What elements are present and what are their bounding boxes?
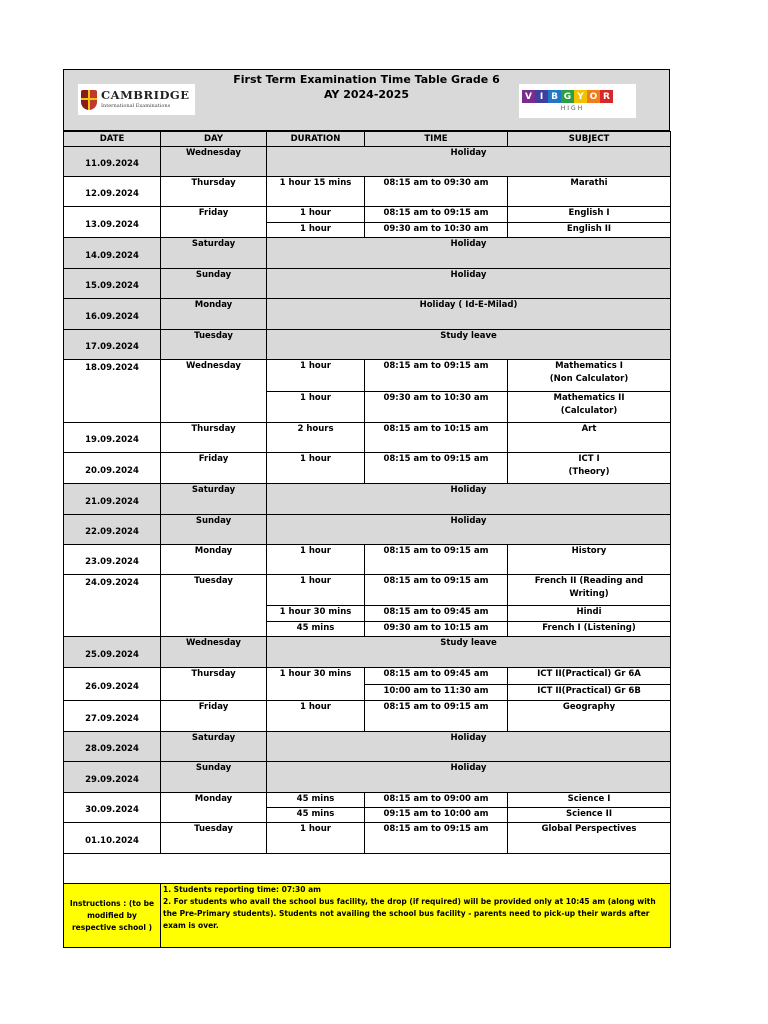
time-cell: 10:00 am to 11:30 am: [365, 685, 508, 701]
column-header: SUBJECT: [508, 132, 671, 147]
subject-cell: [508, 575, 671, 606]
vibgyor-subtitle: HIGH: [560, 105, 585, 112]
day-cell: Saturday: [161, 484, 267, 515]
day-cell: Thursday: [161, 668, 267, 701]
duration-cell: 1 hour 15 mins: [267, 177, 365, 207]
table-row: [64, 637, 671, 668]
instruction-line: 1. Students reporting time: 07:30 am: [163, 885, 321, 894]
day-cell: Friday: [161, 207, 267, 238]
day-cell: Thursday: [161, 423, 267, 453]
date-cell: 16.09.2024: [64, 299, 161, 330]
time-cell: 08:15 am to 09:45 am: [365, 606, 508, 622]
cell-line: (Calculator): [560, 406, 618, 416]
subject-cell: French I (Listening): [508, 622, 671, 637]
timetable: [63, 131, 671, 948]
day-cell: Tuesday: [161, 575, 267, 637]
date-cell: 27.09.2024: [64, 701, 161, 732]
day-cell: Monday: [161, 793, 267, 823]
note-cell: Holiday: [267, 484, 671, 515]
column-header: DATE: [64, 132, 161, 147]
day-cell: Monday: [161, 545, 267, 575]
subject-cell: Geography: [508, 701, 671, 732]
day-cell: Sunday: [161, 515, 267, 545]
table-row: [64, 299, 671, 330]
day-cell: Sunday: [161, 269, 267, 299]
note-cell: Holiday: [267, 269, 671, 299]
time-cell: 08:15 am to 09:15 am: [365, 701, 508, 732]
vibgyor-letter: Y: [574, 90, 587, 103]
date-cell: 21.09.2024: [64, 484, 161, 515]
time-cell: 08:15 am to 10:15 am: [365, 423, 508, 453]
subject-cell: Art: [508, 423, 671, 453]
column-header: DAY: [161, 132, 267, 147]
time-cell: 08:15 am to 09:15 am: [365, 360, 508, 392]
time-cell: 08:15 am to 09:30 am: [365, 177, 508, 207]
day-cell: Tuesday: [161, 330, 267, 360]
table-row: [64, 269, 671, 299]
time-cell: 08:15 am to 09:15 am: [365, 545, 508, 575]
table-row: [64, 732, 671, 762]
duration-cell: 1 hour 30 mins: [267, 668, 365, 701]
date-cell: 22.09.2024: [64, 515, 161, 545]
column-header: DURATION: [267, 132, 365, 147]
duration-cell: 1 hour: [267, 223, 365, 238]
time-cell: 08:15 am to 09:15 am: [365, 207, 508, 223]
day-cell: Monday: [161, 299, 267, 330]
instructions-text: [161, 884, 671, 948]
subject-cell: Science II: [508, 808, 671, 823]
day-cell: Tuesday: [161, 823, 267, 854]
table-row: [64, 177, 671, 207]
date-cell: 25.09.2024: [64, 637, 161, 668]
blank-cell: [64, 854, 671, 884]
note-cell: Holiday ( Id-E-Milad): [267, 299, 671, 330]
header-band: [63, 69, 670, 131]
date-cell: 01.10.2024: [64, 823, 161, 854]
note-cell: Holiday: [267, 238, 671, 269]
instructions-row: [64, 884, 671, 948]
day-cell: Wednesday: [161, 637, 267, 668]
time-cell: 09:15 am to 10:00 am: [365, 808, 508, 823]
table-row: [64, 545, 671, 575]
cambridge-subtitle: International Examinations: [101, 102, 171, 109]
time-cell: 09:30 am to 10:15 am: [365, 622, 508, 637]
subject-cell: English II: [508, 223, 671, 238]
table-row: [64, 147, 671, 177]
time-cell: 08:15 am to 09:15 am: [365, 575, 508, 606]
vibgyor-letter: G: [561, 90, 574, 103]
instruction-line: 2. For students who avail the school bus facility, the drop (if required) will be provided only at 10:45 am (along with the Pre-Primary students). Students not availing the school bus facility - parents need to pick-up their wards after exam is over.: [163, 897, 656, 930]
time-cell: 08:15 am to 09:15 am: [365, 453, 508, 484]
duration-cell: 1 hour: [267, 453, 365, 484]
table-row: [64, 423, 671, 453]
vibgyor-letter: V: [522, 90, 535, 103]
date-cell: 20.09.2024: [64, 453, 161, 484]
day-cell: Wednesday: [161, 147, 267, 177]
subject-cell: Marathi: [508, 177, 671, 207]
subject-cell: ICT II(Practical) Gr 6B: [508, 685, 671, 701]
cell-line: Mathematics II: [553, 393, 625, 403]
table-row: [64, 701, 671, 732]
vibgyor-letters: [522, 90, 636, 103]
table-row: [64, 207, 671, 223]
note-cell: Holiday: [267, 515, 671, 545]
duration-cell: 45 mins: [267, 808, 365, 823]
subject-cell: Hindi: [508, 606, 671, 622]
time-cell: 08:15 am to 09:00 am: [365, 793, 508, 808]
time-cell: 09:30 am to 10:30 am: [365, 392, 508, 423]
cambridge-logo: [78, 84, 195, 115]
date-cell: 13.09.2024: [64, 207, 161, 238]
date-cell: 18.09.2024: [64, 360, 161, 423]
duration-cell: 2 hours: [267, 423, 365, 453]
time-cell: 08:15 am to 09:45 am: [365, 668, 508, 685]
note-cell: Holiday: [267, 762, 671, 793]
cell-line: ICT I: [578, 454, 600, 464]
date-cell: 24.09.2024: [64, 575, 161, 637]
date-cell: 11.09.2024: [64, 147, 161, 177]
subject-cell: History: [508, 545, 671, 575]
duration-cell: 45 mins: [267, 622, 365, 637]
date-cell: 23.09.2024: [64, 545, 161, 575]
table-row: [64, 668, 671, 685]
cell-line: (Theory): [568, 467, 610, 477]
cambridge-name: CAMBRIDGE: [101, 88, 190, 103]
vibgyor-letter: O: [587, 90, 600, 103]
day-cell: Wednesday: [161, 360, 267, 423]
date-cell: 12.09.2024: [64, 177, 161, 207]
cell-line: French II (Reading and: [534, 576, 644, 586]
instructions-label: Instructions : (to be modified by respective school ): [64, 884, 161, 948]
date-cell: 29.09.2024: [64, 762, 161, 793]
table-row: [64, 330, 671, 360]
duration-cell: 1 hour: [267, 545, 365, 575]
table-row: [64, 793, 671, 808]
table-row: [64, 484, 671, 515]
table-row: [64, 360, 671, 392]
subject-cell: ICT II(Practical) Gr 6A: [508, 668, 671, 685]
vibgyor-letter: I: [535, 90, 548, 103]
table-row: [64, 238, 671, 269]
subject-cell: [508, 360, 671, 392]
column-header-row: [64, 132, 671, 147]
vibgyor-letter: R: [600, 90, 613, 103]
day-cell: Saturday: [161, 238, 267, 269]
date-cell: 30.09.2024: [64, 793, 161, 823]
subject-cell: English I: [508, 207, 671, 223]
subject-cell: [508, 392, 671, 423]
title-line-1: First Term Examination Time Table Grade 6: [233, 73, 500, 86]
blank-row: [64, 854, 671, 884]
table-row: [64, 762, 671, 793]
time-cell: 09:30 am to 10:30 am: [365, 223, 508, 238]
date-cell: 15.09.2024: [64, 269, 161, 299]
day-cell: Friday: [161, 701, 267, 732]
subject-cell: Global Perspectives: [508, 823, 671, 854]
subject-cell: [508, 453, 671, 484]
note-cell: Study leave: [267, 637, 671, 668]
time-cell: 08:15 am to 09:15 am: [365, 823, 508, 854]
date-cell: 26.09.2024: [64, 668, 161, 701]
day-cell: Thursday: [161, 177, 267, 207]
duration-cell: 1 hour: [267, 360, 365, 392]
cell-line: (Non Calculator): [549, 374, 629, 384]
date-cell: 17.09.2024: [64, 330, 161, 360]
column-header: TIME: [365, 132, 508, 147]
cambridge-shield-icon: [81, 90, 97, 110]
duration-cell: 1 hour: [267, 823, 365, 854]
timetable-sheet: [63, 69, 670, 948]
table-row: [64, 823, 671, 854]
day-cell: Friday: [161, 453, 267, 484]
duration-cell: 1 hour: [267, 392, 365, 423]
duration-cell: 1 hour: [267, 701, 365, 732]
day-cell: Saturday: [161, 732, 267, 762]
date-cell: 19.09.2024: [64, 423, 161, 453]
vibgyor-letter: B: [548, 90, 561, 103]
cell-line: Mathematics I: [555, 361, 623, 371]
duration-cell: 1 hour: [267, 207, 365, 223]
duration-cell: 45 mins: [267, 793, 365, 808]
table-row: [64, 515, 671, 545]
note-cell: Holiday: [267, 732, 671, 762]
table-row: [64, 575, 671, 606]
date-cell: 14.09.2024: [64, 238, 161, 269]
subject-cell: Science I: [508, 793, 671, 808]
title-line-2: AY 2024-2025: [323, 88, 410, 101]
duration-cell: 1 hour 30 mins: [267, 606, 365, 622]
table-row: [64, 453, 671, 484]
vibgyor-logo: [519, 84, 636, 118]
note-cell: Holiday: [267, 147, 671, 177]
day-cell: Sunday: [161, 762, 267, 793]
cell-line: Writing): [569, 589, 609, 599]
note-cell: Study leave: [267, 330, 671, 360]
duration-cell: 1 hour: [267, 575, 365, 606]
date-cell: 28.09.2024: [64, 732, 161, 762]
